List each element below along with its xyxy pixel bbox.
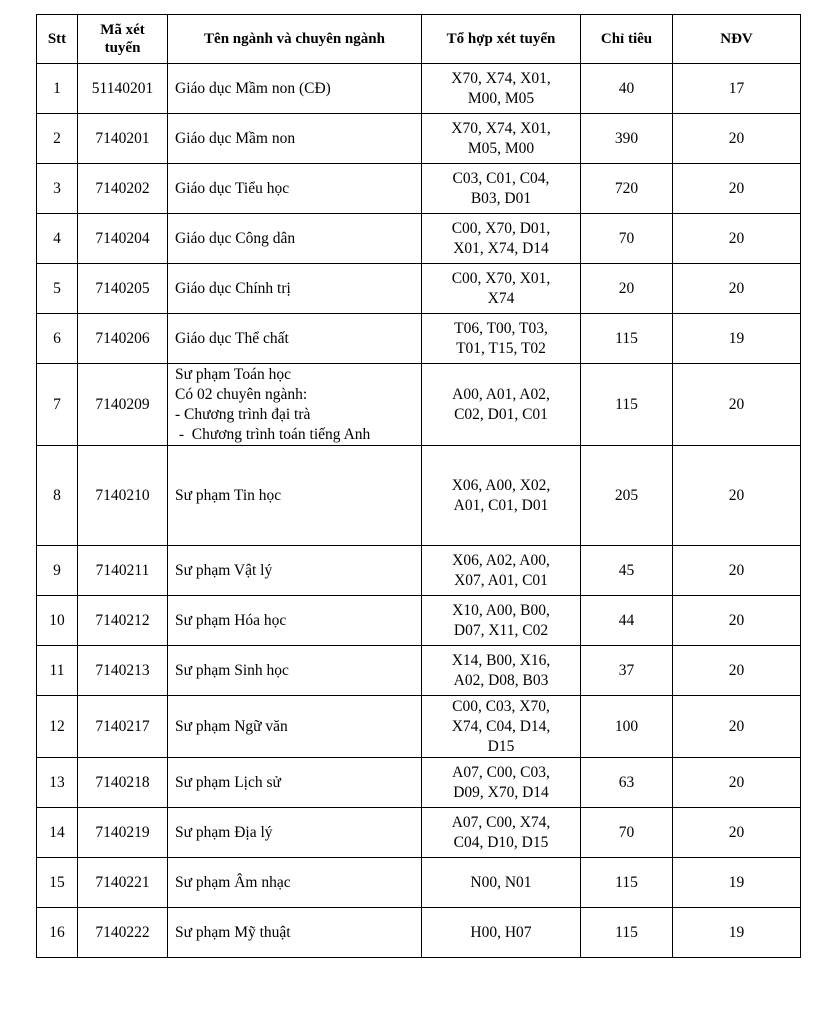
cell-quota: 63 bbox=[581, 758, 673, 808]
cell-quota: 45 bbox=[581, 546, 673, 596]
combo-line: A01, C01, D01 bbox=[453, 496, 549, 514]
combo-line: X14, B00, X16, bbox=[451, 651, 551, 669]
table-row bbox=[37, 696, 801, 758]
combo-line: X74 bbox=[487, 289, 515, 307]
combo-line: A00, A01, A02, bbox=[452, 385, 550, 403]
cell-combos bbox=[422, 646, 581, 696]
cell-combos bbox=[422, 596, 581, 646]
name-line: Giáo dục Tiểu học bbox=[175, 179, 290, 197]
combo-line: A07, C00, X74, bbox=[451, 813, 551, 831]
name-line: Sư phạm Toán học bbox=[175, 365, 291, 383]
cell-quota: 115 bbox=[581, 364, 673, 446]
cell-combos bbox=[422, 264, 581, 314]
cell-ndv: 19 bbox=[673, 858, 801, 908]
cell-stt: 8 bbox=[37, 446, 78, 546]
cell-quota: 40 bbox=[581, 64, 673, 114]
table-row bbox=[37, 264, 801, 314]
cell-ndv: 20 bbox=[673, 808, 801, 858]
cell-stt: 7 bbox=[37, 364, 78, 446]
cell-ndv: 20 bbox=[673, 758, 801, 808]
cell-ndv: 20 bbox=[673, 596, 801, 646]
cell-combos bbox=[422, 214, 581, 264]
cell-name bbox=[168, 114, 422, 164]
combo-line: A07, C00, C03, bbox=[452, 763, 550, 781]
cell-name bbox=[168, 858, 422, 908]
name-line: Sư phạm Ngữ văn bbox=[175, 717, 288, 735]
combo-line: D09, X70, D14 bbox=[453, 783, 549, 801]
cell-name bbox=[168, 646, 422, 696]
cell-stt: 10 bbox=[37, 596, 78, 646]
cell-ndv: 20 bbox=[673, 446, 801, 546]
name-line: Sư phạm Tin học bbox=[175, 486, 282, 504]
combo-line: C00, X70, D01, bbox=[451, 219, 551, 237]
name-line: Giáo dục Thể chất bbox=[175, 329, 289, 347]
table-row bbox=[37, 646, 801, 696]
cell-name bbox=[168, 446, 422, 546]
cell-ndv: 20 bbox=[673, 164, 801, 214]
cell-combos bbox=[422, 808, 581, 858]
admissions-table bbox=[36, 14, 801, 958]
cell-code: 51140201 bbox=[78, 64, 168, 114]
cell-quota: 205 bbox=[581, 446, 673, 546]
cell-stt: 6 bbox=[37, 314, 78, 364]
cell-code: 7140221 bbox=[78, 858, 168, 908]
name-line: Giáo dục Mầm non bbox=[175, 129, 296, 147]
combo-line: X06, A00, X02, bbox=[451, 476, 551, 494]
combo-line: M00, M05 bbox=[467, 89, 535, 107]
cell-code: 7140219 bbox=[78, 808, 168, 858]
cell-stt: 3 bbox=[37, 164, 78, 214]
cell-code: 7140213 bbox=[78, 646, 168, 696]
cell-name bbox=[168, 696, 422, 758]
table-row bbox=[37, 64, 801, 114]
combo-line: T06, T00, T03, bbox=[454, 319, 548, 337]
combo-line: B03, D01 bbox=[470, 189, 532, 207]
cell-ndv: 20 bbox=[673, 214, 801, 264]
cell-code: 7140217 bbox=[78, 696, 168, 758]
combo-line: C00, C03, X70, bbox=[452, 697, 550, 715]
header-code bbox=[78, 15, 168, 64]
cell-name bbox=[168, 264, 422, 314]
cell-stt: 13 bbox=[37, 758, 78, 808]
cell-stt: 11 bbox=[37, 646, 78, 696]
cell-ndv: 17 bbox=[673, 64, 801, 114]
name-line: Có 02 chuyên ngành: bbox=[175, 385, 308, 403]
name-line: Sư phạm Sinh học bbox=[175, 661, 289, 679]
cell-quota: 115 bbox=[581, 858, 673, 908]
cell-quota: 20 bbox=[581, 264, 673, 314]
cell-combos bbox=[422, 314, 581, 364]
name-line: Sư phạm Âm nhạc bbox=[175, 873, 291, 891]
combo-line: D15 bbox=[487, 737, 515, 755]
cell-combos bbox=[422, 364, 581, 446]
cell-stt: 12 bbox=[37, 696, 78, 758]
header-row bbox=[37, 15, 801, 64]
cell-name bbox=[168, 164, 422, 214]
cell-code: 7140218 bbox=[78, 758, 168, 808]
combo-line: X70, X74, X01, bbox=[451, 69, 551, 87]
name-line: Sư phạm Lịch sử bbox=[175, 773, 281, 791]
combo-line: A02, D08, B03 bbox=[453, 671, 549, 689]
cell-quota: 100 bbox=[581, 696, 673, 758]
cell-name bbox=[168, 214, 422, 264]
cell-stt: 16 bbox=[37, 908, 78, 958]
cell-combos bbox=[422, 758, 581, 808]
cell-code: 7140210 bbox=[78, 446, 168, 546]
combo-line: X06, A02, A00, bbox=[452, 551, 550, 569]
name-line: Sư phạm Vật lý bbox=[175, 561, 273, 579]
cell-name bbox=[168, 596, 422, 646]
cell-stt: 1 bbox=[37, 64, 78, 114]
cell-code: 7140206 bbox=[78, 314, 168, 364]
name-line: - Chương trình toán tiếng Anh bbox=[175, 425, 371, 443]
cell-stt: 15 bbox=[37, 858, 78, 908]
cell-name bbox=[168, 314, 422, 364]
cell-name bbox=[168, 758, 422, 808]
cell-code: 7140204 bbox=[78, 214, 168, 264]
combo-line: X10, A00, B00, bbox=[452, 601, 550, 619]
name-line: Giáo dục Mầm non (CĐ) bbox=[175, 79, 331, 97]
combo-line: C04, D10, D15 bbox=[453, 833, 549, 851]
name-line: - Chương trình đại trà bbox=[175, 405, 311, 423]
combo-line: X70, X74, X01, bbox=[451, 119, 551, 137]
name-line: Giáo dục Công dân bbox=[175, 229, 296, 247]
cell-quota: 70 bbox=[581, 808, 673, 858]
table-row bbox=[37, 808, 801, 858]
combo-line: H00, H07 bbox=[470, 923, 532, 941]
cell-ndv: 20 bbox=[673, 646, 801, 696]
cell-quota: 115 bbox=[581, 908, 673, 958]
table-row bbox=[37, 364, 801, 446]
header-quota: Chỉ tiêu bbox=[581, 15, 673, 64]
header-code-line2: tuyển bbox=[104, 40, 141, 56]
cell-ndv: 19 bbox=[673, 908, 801, 958]
cell-combos bbox=[422, 696, 581, 758]
cell-quota: 115 bbox=[581, 314, 673, 364]
header-stt: Stt bbox=[37, 15, 78, 64]
combo-line: T01, T15, T02 bbox=[456, 339, 546, 357]
table-row bbox=[37, 164, 801, 214]
cell-code: 7140202 bbox=[78, 164, 168, 214]
table-header bbox=[37, 15, 801, 64]
cell-quota: 390 bbox=[581, 114, 673, 164]
combo-line: M05, M00 bbox=[467, 139, 535, 157]
table-row bbox=[37, 446, 801, 546]
cell-combos bbox=[422, 858, 581, 908]
cell-code: 7140211 bbox=[78, 546, 168, 596]
cell-combos bbox=[422, 546, 581, 596]
cell-name bbox=[168, 64, 422, 114]
table-row bbox=[37, 114, 801, 164]
cell-stt: 14 bbox=[37, 808, 78, 858]
cell-quota: 37 bbox=[581, 646, 673, 696]
cell-name bbox=[168, 546, 422, 596]
cell-quota: 44 bbox=[581, 596, 673, 646]
table-row bbox=[37, 858, 801, 908]
header-code-line1: Mã xét bbox=[100, 22, 145, 38]
cell-code: 7140205 bbox=[78, 264, 168, 314]
cell-combos bbox=[422, 446, 581, 546]
cell-name bbox=[168, 908, 422, 958]
cell-ndv: 20 bbox=[673, 696, 801, 758]
combo-line: C00, X70, X01, bbox=[451, 269, 551, 287]
cell-combos bbox=[422, 164, 581, 214]
cell-code: 7140222 bbox=[78, 908, 168, 958]
table-row bbox=[37, 314, 801, 364]
cell-ndv: 19 bbox=[673, 314, 801, 364]
header-combos: Tổ hợp xét tuyển bbox=[422, 15, 581, 64]
name-line: Sư phạm Mỹ thuật bbox=[175, 923, 291, 941]
combo-line: C02, D01, C01 bbox=[454, 405, 548, 423]
cell-ndv: 20 bbox=[673, 364, 801, 446]
cell-name bbox=[168, 364, 422, 446]
table-row bbox=[37, 596, 801, 646]
cell-stt: 9 bbox=[37, 546, 78, 596]
cell-quota: 720 bbox=[581, 164, 673, 214]
table-row bbox=[37, 546, 801, 596]
cell-code: 7140201 bbox=[78, 114, 168, 164]
cell-name bbox=[168, 808, 422, 858]
cell-ndv: 20 bbox=[673, 114, 801, 164]
table-body bbox=[37, 64, 801, 958]
cell-ndv: 20 bbox=[673, 546, 801, 596]
header-ndv: NĐV bbox=[673, 15, 801, 64]
combo-line: C03, C01, C04, bbox=[452, 169, 550, 187]
combo-line: X07, A01, C01 bbox=[454, 571, 548, 589]
cell-combos bbox=[422, 908, 581, 958]
cell-combos bbox=[422, 64, 581, 114]
header-name: Tên ngành và chuyên ngành bbox=[168, 15, 422, 64]
cell-quota: 70 bbox=[581, 214, 673, 264]
table-row bbox=[37, 758, 801, 808]
cell-stt: 2 bbox=[37, 114, 78, 164]
table-row bbox=[37, 908, 801, 958]
cell-code: 7140212 bbox=[78, 596, 168, 646]
combo-line: X74, C04, D14, bbox=[451, 717, 551, 735]
combo-line: N00, N01 bbox=[470, 873, 532, 891]
cell-code: 7140209 bbox=[78, 364, 168, 446]
cell-ndv: 20 bbox=[673, 264, 801, 314]
table-row bbox=[37, 214, 801, 264]
name-line: Giáo dục Chính trị bbox=[175, 279, 291, 297]
name-line: Sư phạm Địa lý bbox=[175, 823, 273, 841]
cell-stt: 5 bbox=[37, 264, 78, 314]
cell-combos bbox=[422, 114, 581, 164]
combo-line: D07, X11, C02 bbox=[453, 621, 549, 639]
combo-line: X01, X74, D14 bbox=[453, 239, 549, 257]
cell-stt: 4 bbox=[37, 214, 78, 264]
name-line: Sư phạm Hóa học bbox=[175, 611, 287, 629]
